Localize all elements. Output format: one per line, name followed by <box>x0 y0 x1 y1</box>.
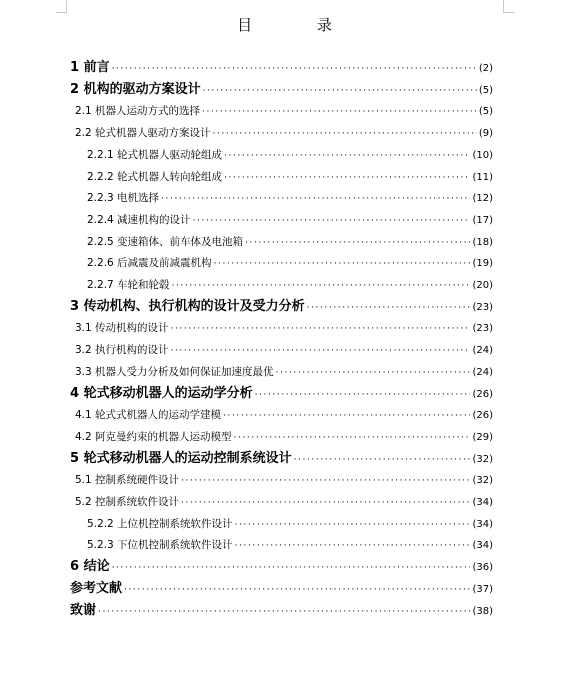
toc-entry-label: 2.2.4 减速机构的设计 <box>87 213 191 226</box>
toc-entry-page-number: (34) <box>472 518 493 530</box>
toc-entry-page-number: (12) <box>472 193 493 205</box>
toc-entry-label: 2.2.5 变速箱体、前车体及电池箱 <box>87 235 244 248</box>
toc-entry-page-number: (20) <box>472 280 493 291</box>
toc-dot-leader <box>172 276 471 296</box>
crop-mark-top-left <box>66 0 67 12</box>
toc-dot-leader <box>234 428 471 448</box>
toc-entry-label: 3.1 传动机构的设计 <box>75 322 169 335</box>
toc-entry-page-number: (19) <box>472 258 493 270</box>
toc-dot-leader <box>235 515 471 535</box>
toc-dot-leader <box>235 536 471 556</box>
toc-dot-leader <box>255 385 471 405</box>
toc-entry-label: 2.2.6 后减震及前减震机构 <box>87 257 212 270</box>
toc-entry[interactable] <box>75 340 493 360</box>
toc-entry-page-number: (34) <box>472 540 493 552</box>
toc-entry[interactable] <box>87 210 493 230</box>
toc-entry-page-number: (32) <box>472 475 493 487</box>
toc-entry-page-number: (34) <box>472 497 493 508</box>
toc-dot-leader <box>98 602 470 622</box>
toc-dot-leader <box>224 168 470 188</box>
toc-entry[interactable] <box>70 384 493 404</box>
toc-entry[interactable] <box>70 58 493 78</box>
toc-dot-leader <box>294 450 471 470</box>
toc-entry[interactable] <box>70 449 493 469</box>
toc-dot-leader <box>276 363 471 383</box>
toc-entry-page-number: (18) <box>472 236 493 248</box>
toc-dot-leader <box>224 146 470 166</box>
crop-mark-top-right <box>503 12 515 13</box>
toc-title: 目 录 <box>237 16 362 34</box>
toc-entry-label: 2.2.2 轮式机器人转向轮组成 <box>87 170 223 183</box>
toc-entry[interactable] <box>87 145 493 165</box>
toc-entry-page-number: (5) <box>478 106 493 118</box>
toc-entry[interactable] <box>87 514 493 534</box>
toc-entry-page-number: (23) <box>472 323 493 335</box>
toc-entry-label: 参考文献 <box>70 580 123 596</box>
toc-entry[interactable] <box>70 557 493 577</box>
crop-mark-top-left <box>56 12 67 13</box>
toc-dot-leader <box>181 493 470 513</box>
toc-entry[interactable] <box>70 601 493 621</box>
toc-entry-label: 致谢 <box>70 602 97 618</box>
toc-entry-label: 6 结论 <box>70 559 110 575</box>
toc-entry[interactable] <box>87 275 493 295</box>
toc-dot-leader <box>202 102 477 122</box>
toc-dot-leader <box>171 319 471 339</box>
toc-entry[interactable] <box>75 318 493 338</box>
toc-dot-leader <box>223 406 470 426</box>
toc-entry[interactable] <box>75 101 493 121</box>
toc-entry-label: 4.1 轮式式机器人的运动学建模 <box>75 409 222 422</box>
toc-dot-leader <box>213 124 477 144</box>
toc-entry-page-number: (37) <box>472 583 493 595</box>
toc-entry-page-number: (29) <box>472 431 493 443</box>
toc-entry-label: 2 机构的驱动方案设计 <box>70 81 201 97</box>
toc-entry-page-number: (23) <box>472 301 493 313</box>
toc-entry-page-number: (26) <box>472 388 493 400</box>
toc-dot-leader <box>245 233 470 253</box>
toc-entry-label: 3.2 执行机构的设计 <box>75 344 169 357</box>
toc-dot-leader <box>171 341 471 361</box>
toc-entry-page-number: (2) <box>478 63 493 74</box>
toc-entry[interactable] <box>87 167 493 187</box>
toc-entry-label: 5.1 控制系统硬件设计 <box>75 474 180 487</box>
toc-entry[interactable] <box>75 492 493 512</box>
toc-entry[interactable] <box>75 405 493 425</box>
toc-entry[interactable] <box>70 297 493 317</box>
toc-entry[interactable] <box>87 188 493 208</box>
toc-entry-label: 5 轮式移动机器人的运动控制系统设计 <box>70 450 292 466</box>
toc-entry[interactable] <box>87 253 493 273</box>
toc-entry-label: 4 轮式移动机器人的运动学分析 <box>70 385 253 401</box>
toc-entry-page-number: (11) <box>472 171 493 183</box>
toc-entry[interactable] <box>87 232 493 252</box>
toc-entry-page-number: (5) <box>478 84 493 96</box>
toc-entry-label: 3 传动机构、执行机构的设计及受力分析 <box>70 298 305 314</box>
toc-entry-label: 3.3 机器人受力分析及如何保证加速度最优 <box>75 365 274 378</box>
toc-entry-label: 2.2.1 轮式机器人驱动轮组成 <box>87 148 223 161</box>
toc-entry[interactable] <box>75 427 493 447</box>
toc-entry-label: 2.2.3 电机选择 <box>87 192 160 205</box>
toc-entry-page-number: (32) <box>472 453 493 465</box>
toc-entry-label: 2.2 轮式机器人驱动方案设计 <box>75 127 211 140</box>
toc-dot-leader <box>214 254 471 274</box>
toc-entry[interactable] <box>70 80 493 100</box>
toc-entry-label: 4.2 阿克曼约束的机器人运动模型 <box>75 430 232 443</box>
toc-entry-label: 5.2 控制系统软件设计 <box>75 496 180 508</box>
toc-entry-page-number: (26) <box>472 410 493 422</box>
toc-dot-leader <box>203 81 477 101</box>
toc-entry-page-number: (17) <box>472 214 493 226</box>
toc-entry-page-number: (36) <box>472 562 493 574</box>
toc-entry-page-number: (9) <box>478 128 493 140</box>
crop-mark-top-right <box>503 0 504 12</box>
toc-dot-leader <box>124 580 470 600</box>
toc-entry-page-number: (24) <box>472 366 493 378</box>
toc-entry-page-number: (38) <box>472 605 493 617</box>
toc-dot-leader <box>112 558 471 578</box>
toc-entry-label: 5.2.2 上位机控制系统软件设计 <box>87 517 233 530</box>
toc-entry[interactable] <box>70 579 493 599</box>
toc-entry-page-number: (10) <box>472 149 493 161</box>
toc-dot-leader <box>181 471 470 491</box>
toc-entry-label: 2.2.7 车轮和轮毂 <box>87 279 170 291</box>
toc-dot-leader <box>193 211 471 231</box>
toc-entry[interactable] <box>75 362 493 382</box>
toc-entry[interactable] <box>87 535 493 555</box>
toc-entry[interactable] <box>75 470 493 490</box>
toc-dot-leader <box>161 189 470 209</box>
toc-entry-page-number: (24) <box>472 345 493 357</box>
toc-entry-label: 5.2.3 下位机控制系统软件设计 <box>87 539 233 552</box>
toc-dot-leader <box>112 59 477 79</box>
toc-entry-label: 2.1 机器人运动方式的选择 <box>75 105 201 118</box>
toc-dot-leader <box>307 298 471 318</box>
toc-entry[interactable] <box>75 123 493 143</box>
toc-entry-label: 1 前言 <box>70 60 110 75</box>
